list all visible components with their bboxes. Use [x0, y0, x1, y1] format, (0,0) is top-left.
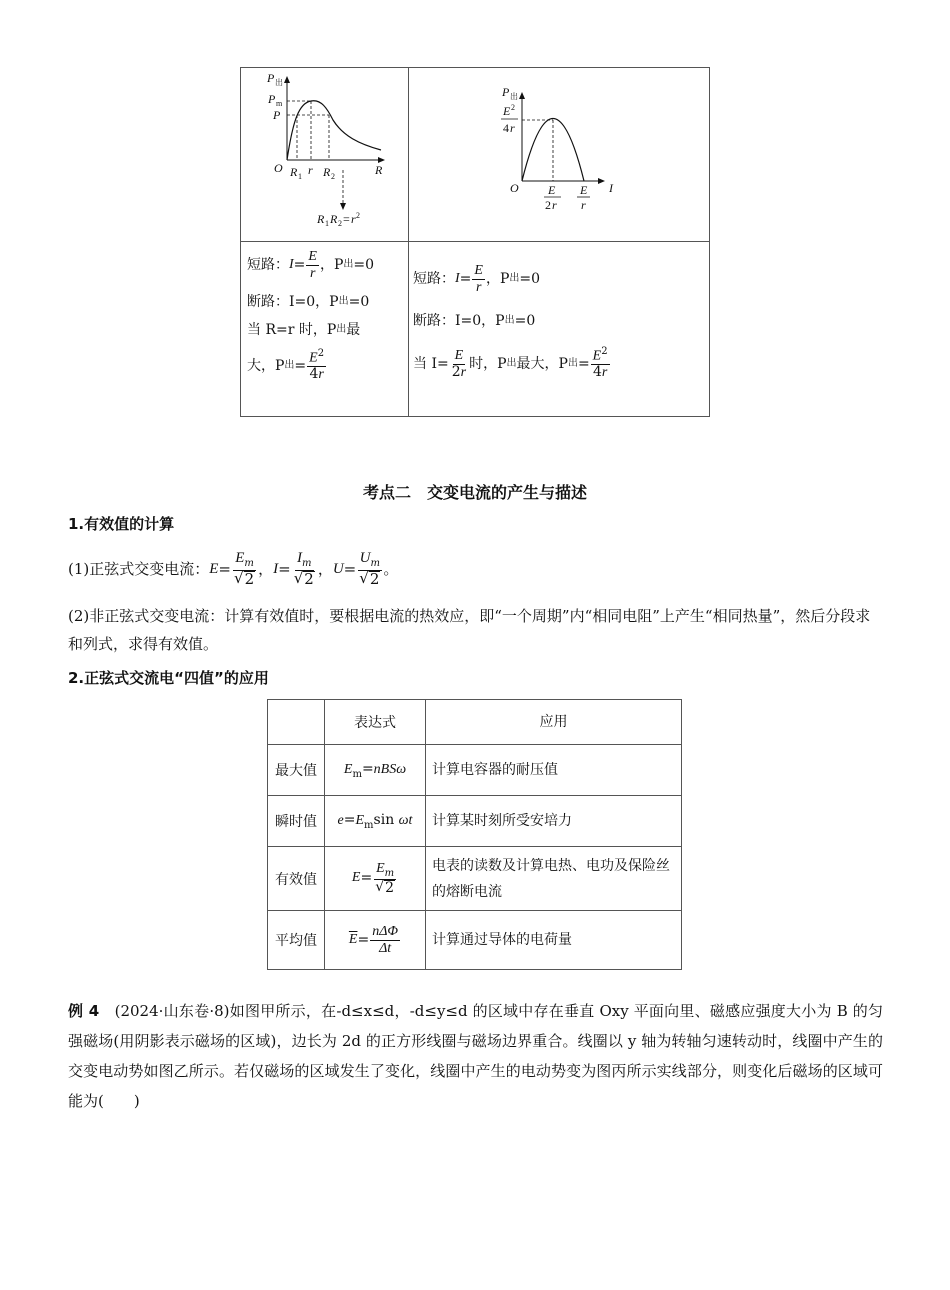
svg-text:P: P [273, 108, 281, 122]
power-vs-current-graph [409, 68, 709, 241]
table-row: 平均值 $\overline{E}$ = $\frac{\text{nΔΦ}}{\Delta t}$ 计算通过导体的电荷量 [268, 911, 682, 970]
svg-text:E: E [503, 104, 511, 118]
example-label: 例 4 [68, 1002, 100, 1020]
svg-text:I: I [609, 181, 613, 195]
svg-text:P: P [268, 92, 276, 106]
svg-text:1: 1 [298, 172, 302, 181]
svg-text:r: r [308, 163, 313, 177]
section-title: 考点二 交变电流的产生与描述 [362, 483, 587, 502]
power-vs-resistance-graph [241, 68, 408, 241]
svg-text:R: R [317, 212, 325, 226]
svg-text:出: 出 [510, 92, 518, 101]
four-values-table [267, 699, 682, 970]
svg-text:R: R [375, 163, 383, 177]
svg-text:出: 出 [275, 78, 283, 87]
example-4 [68, 996, 883, 1116]
svg-text:2: 2 [545, 198, 551, 212]
header-expression: 表达式 [325, 700, 426, 745]
table-row: 有效值 E = $E_m$ √ 2 电表的读数及计算电热、电功及保险丝的熔断电流 [268, 847, 682, 911]
svg-text:E: E [580, 183, 588, 197]
header-application: 应用 [426, 700, 682, 745]
svg-text:P: P [267, 71, 275, 85]
svg-text:=: = [343, 212, 350, 226]
svg-text:4: 4 [503, 121, 509, 135]
table-row: 瞬时值 $e=E_m\sin$ ωt 计算某时刻所受安培力 [268, 796, 682, 847]
svg-text:O: O [510, 181, 519, 195]
svg-text:O: O [274, 161, 283, 175]
svg-text:2: 2 [511, 103, 515, 112]
svg-text:R: R [323, 165, 331, 179]
svg-text:2: 2 [338, 219, 342, 228]
svg-text:r: r [351, 212, 356, 226]
svg-text:1: 1 [325, 219, 329, 228]
svg-text:P: P [502, 85, 510, 99]
svg-text:m: m [276, 99, 283, 108]
left-cell-text: 短路： I = $\frac{E}{r}$ ，P 出 =0 断路：I=0，P 出 =0 当 R=r 时，P 出 最 大，P 出 = $\frac{E^2}{4r}$ [247, 248, 375, 383]
table-header-row [268, 700, 682, 745]
svg-text:r: r [510, 121, 515, 135]
svg-text:r: r [552, 198, 557, 212]
non-sine-paragraph: (2)非正弦式交变电流：计算有效值时，要根据电流的热效应，即“一个周期”内“相同电阻”上产生“相同热量”，然后分段求和列式，求得有效值。 [68, 607, 871, 653]
sine-effective-formula: (1)正弦式交变电流： E = $E_m$ √ 2 ， I = $I_m$ √ 2 ， U = $U_m$ √ 2 。 [68, 550, 399, 588]
table-row: 最大值 $E_m=nBS\omega$ 计算电容器的耐压值 [268, 745, 682, 796]
right-cell-text: 短路： I = $\frac{E}{r}$ ，P 出 =0 断路：I=0，P 出 =0 当 I= $\frac{E}{2r}$ 时，P 出 最大，P 出 = $\frac{E^2}{4r}$ [413, 262, 608, 381]
svg-text:r: r [581, 198, 586, 212]
svg-text:R: R [330, 212, 338, 226]
heading-effective-value: 1.有效值的计算 [68, 515, 175, 533]
svg-text:2: 2 [331, 172, 335, 181]
svg-text:E: E [548, 183, 556, 197]
svg-text:R: R [290, 165, 298, 179]
comparison-table [240, 67, 710, 417]
example-text: (2024·山东卷·8)如图甲所示，在-d≤x≤d，-d≤y≤d 的区域中存在垂直 Oxy 平面向里、磁感应强度大小为 B 的匀强磁场(用阴影表示磁场的区域)，边长为 2d 的正方形线圈与磁场边界重合。线圈以 y 轴为转轴匀速转动时，线圈中产生的交变电动势如图乙所示。若仅磁场的区域发生了变化，线圈中产生的电动势变为图丙所示实线部分，则变化后磁场的区域可能为( ) [68, 1002, 883, 1110]
svg-text:2: 2 [356, 211, 360, 220]
heading-four-values: 2.正弦式交流电“四值”的应用 [68, 669, 269, 687]
